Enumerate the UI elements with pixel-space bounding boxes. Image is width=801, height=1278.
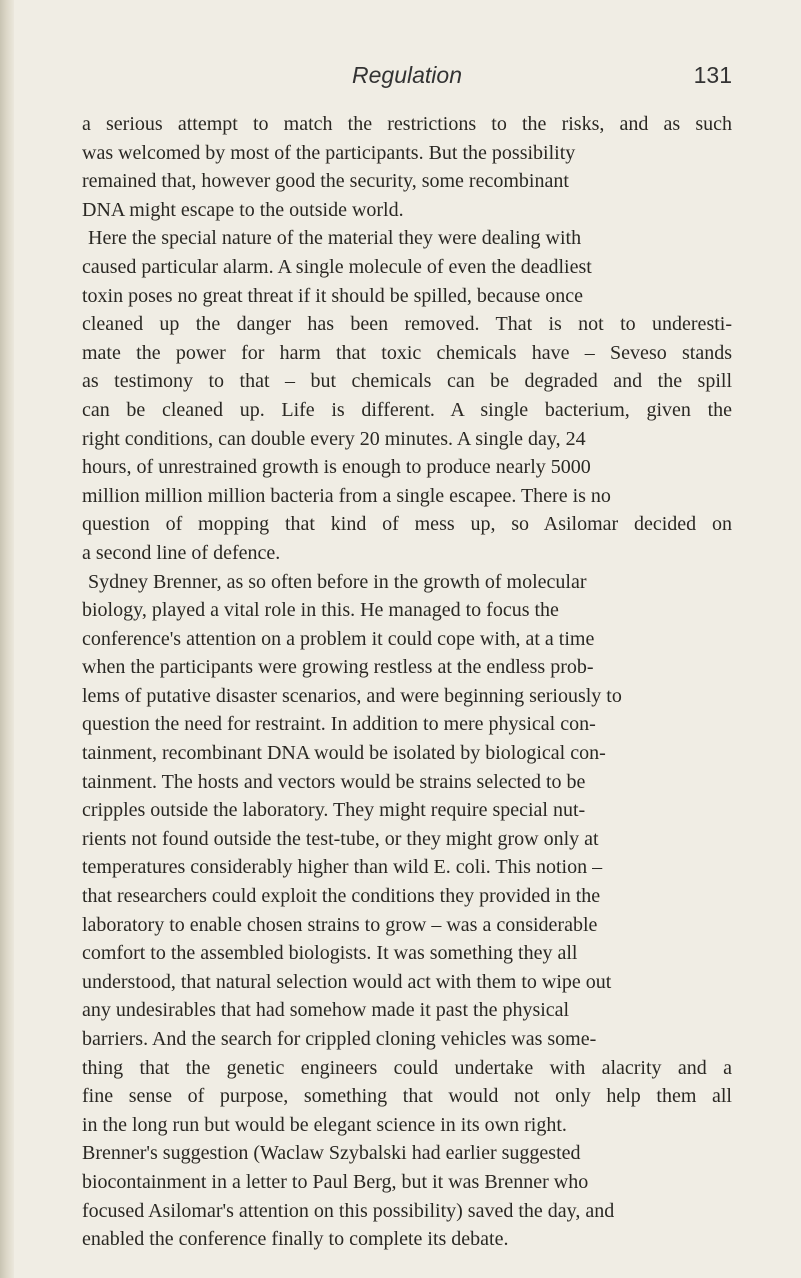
text-line: can be cleaned up. Life is different. A single bacterium, given the (82, 398, 732, 421)
page-number: 131 (693, 62, 732, 88)
text-line: tainment, recombinant DNA would be isolated by biological con- (82, 742, 606, 765)
text-line: enabled the conference finally to complete its debate. (82, 1228, 509, 1251)
text-line: a second line of defence. (82, 541, 281, 564)
text-line: right conditions, can double every 20 minutes. A single day, 24 (82, 427, 586, 450)
text-line: Here the special nature of the material they were dealing with (88, 227, 582, 250)
text-line: rients not found outside the test-tube, or they might grow only at (82, 827, 599, 850)
text-line: Sydney Brenner, as so often before in the growth of molecular (88, 570, 587, 593)
text-line: cleaned up the danger has been removed. That is not to underesti- (82, 313, 732, 336)
text-line: barriers. And the search for crippled cloning vehicles was some- (82, 1028, 597, 1050)
text-line: a serious attempt to match the restrictions to the risks, and as such (82, 113, 732, 135)
body-text (82, 110, 732, 1254)
text-line: tainment. The hosts and vectors would be strains selected to be (82, 770, 586, 793)
text-line: in the long run but would be elegant science in its own right. (82, 1113, 567, 1136)
text-line: DNA might escape to the outside world. (82, 198, 404, 221)
text-line: question of mopping that kind of mess up, so Asilomar decided on (82, 513, 732, 536)
text-line: fine sense of purpose, something that would not only help them all (82, 1085, 732, 1108)
text-line: question the need for restraint. In addition to mere physical con- (82, 713, 596, 736)
text-line: was welcomed by most of the participants. But the possibility (82, 141, 576, 164)
text-line: understood, that natural selection would act with them to wipe out (82, 970, 612, 993)
text-line: conference's attention on a problem it could cope with, at a time (82, 627, 595, 650)
text-line: any undesirables that had somehow made it past the physical (82, 999, 570, 1022)
text-line: biology, played a vital role in this. He managed to focus the (82, 599, 559, 622)
text-line: million million million bacteria from a single escapee. There is no (82, 484, 611, 507)
text-line: caused particular alarm. A single molecule of even the deadliest (82, 255, 592, 278)
text-line: cripples outside the laboratory. They might require special nut- (82, 799, 586, 822)
text-line: thing that the genetic engineers could undertake with alacrity and a (82, 1056, 732, 1079)
text-line: lems of putative disaster scenarios, and were beginning seriously to (82, 684, 622, 707)
book-spine-shadow (0, 0, 14, 1278)
text-line: biocontainment in a letter to Paul Berg, but it was Brenner who (82, 1170, 589, 1193)
text-line: focused Asilomar's attention on this possibility) saved the day, and (82, 1199, 615, 1222)
text-line: Brenner's suggestion (Waclaw Szybalski had earlier suggested (82, 1142, 581, 1165)
text-line: mate the power for harm that toxic chemicals have – Seveso stands (82, 341, 732, 364)
text-line: temperatures considerably higher than wild E. coli. This notion – (82, 856, 603, 879)
text-line: remained that, however good the security, some recombinant (82, 170, 569, 193)
text-line: toxin poses no great threat if it should be spilled, because once (82, 284, 583, 307)
text-line: when the participants were growing restless at the endless prob- (82, 656, 594, 679)
text-line: that researchers could exploit the conditions they provided in the (82, 885, 601, 908)
text-line: comfort to the assembled biologists. It was something they all (82, 942, 578, 965)
text-line: laboratory to enable chosen strains to grow – was a considerable (82, 913, 598, 936)
running-title: Regulation (352, 62, 462, 88)
page-header (82, 62, 732, 96)
text-line: as testimony to that – but chemicals can be degraded and the spill (82, 370, 732, 393)
text-line: hours, of unrestrained growth is enough to produce nearly 5000 (82, 456, 591, 479)
